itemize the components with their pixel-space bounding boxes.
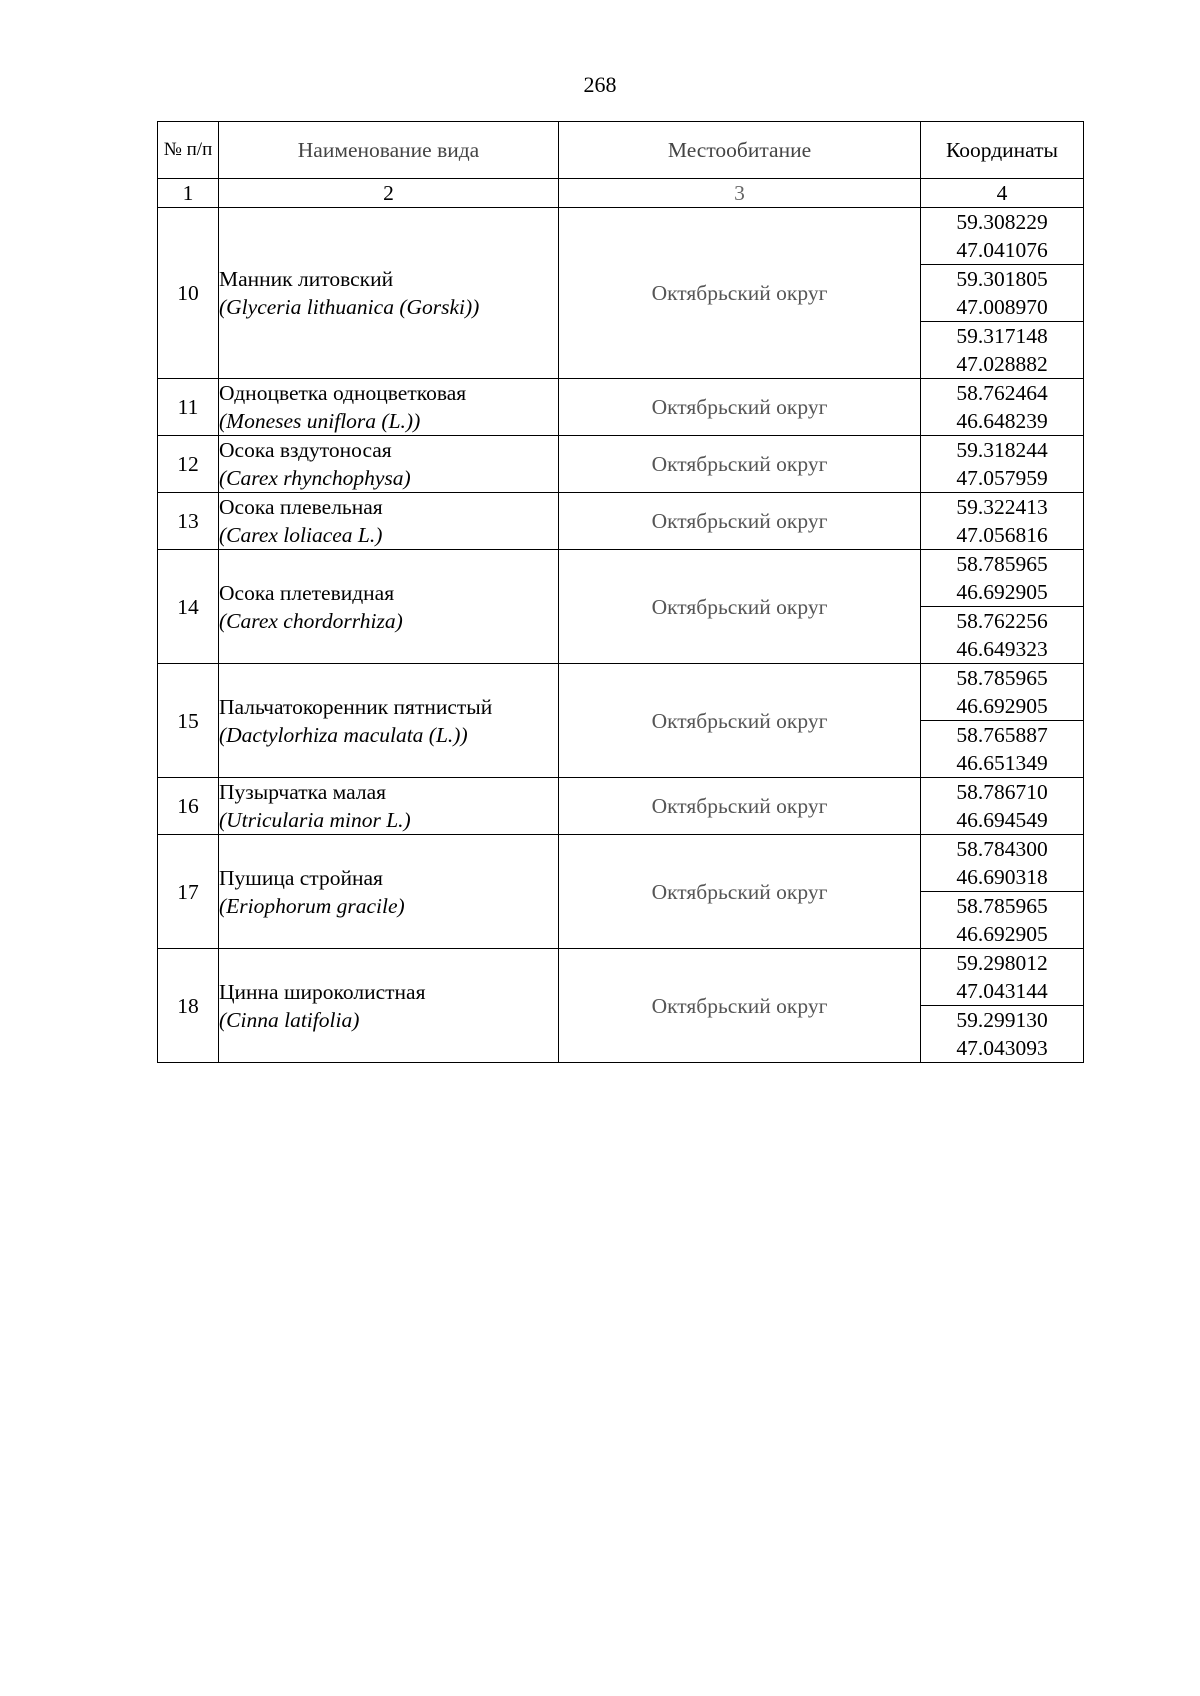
habitat-cell: Октябрьский округ — [559, 664, 921, 778]
habitat-cell: Октябрьский округ — [559, 949, 921, 1063]
coordinate-pair — [921, 550, 1083, 606]
column-number: 4 — [921, 179, 1084, 208]
latitude-value: 58.785965 — [956, 552, 1048, 576]
table-row — [158, 835, 1084, 949]
row-number: 18 — [158, 949, 219, 1063]
species-name-cell — [219, 436, 559, 493]
coordinate-pair — [921, 891, 1083, 948]
species-name-latin: (Dactylorhiza maculata (L.)) — [219, 722, 468, 747]
species-name-russian: Пальчатокоренник пятнистый — [219, 694, 493, 719]
coordinate-pair — [921, 264, 1083, 321]
column-number: 3 — [559, 179, 921, 208]
table-row — [158, 436, 1084, 493]
species-name-latin: (Utricularia minor L.) — [219, 808, 411, 832]
species-name-russian: Пушица стройная — [219, 865, 383, 890]
latitude-value: 58.762256 — [956, 609, 1048, 633]
habitat-cell: Октябрьский округ — [559, 778, 921, 835]
table-body — [158, 208, 1084, 1063]
latitude-value: 59.318244 — [956, 438, 1048, 462]
row-number: 14 — [158, 550, 219, 664]
coordinate-pair — [921, 493, 1083, 549]
habitat-cell: Октябрьский округ — [559, 436, 921, 493]
latitude-value: 59.308229 — [956, 210, 1048, 234]
coordinate-pair — [921, 949, 1083, 1005]
latitude-value: 58.786710 — [956, 780, 1048, 804]
coordinate-pair — [921, 606, 1083, 663]
header-species-name: Наименование вида — [219, 122, 559, 179]
longitude-value: 46.648239 — [956, 409, 1048, 433]
longitude-value: 46.694549 — [956, 808, 1048, 832]
row-number: 12 — [158, 436, 219, 493]
species-name-cell — [219, 664, 559, 778]
row-number: 13 — [158, 493, 219, 550]
species-name-russian: Манник литовский — [219, 267, 394, 291]
longitude-value: 46.692905 — [956, 580, 1048, 604]
longitude-value: 46.649323 — [956, 637, 1048, 661]
table-row — [158, 493, 1084, 550]
species-name-latin: (Carex loliacea L.) — [219, 523, 383, 547]
species-name-russian: Пузырчатка малая — [219, 780, 387, 804]
latitude-value: 59.317148 — [956, 324, 1048, 348]
species-name-latin: (Carex rhynchophysa) — [219, 466, 411, 490]
coordinates-cell — [921, 208, 1084, 379]
habitat-cell: Октябрьский округ — [559, 550, 921, 664]
row-number: 10 — [158, 208, 219, 379]
coordinate-pair — [921, 379, 1083, 435]
species-name-cell — [219, 493, 559, 550]
longitude-value: 47.043144 — [956, 979, 1048, 1003]
species-name-cell — [219, 550, 559, 664]
table-row — [158, 379, 1084, 436]
species-name-russian: Осока плетевидная — [219, 580, 395, 605]
coordinate-pair — [921, 436, 1083, 492]
species-table — [157, 121, 1084, 1063]
latitude-value: 59.298012 — [956, 951, 1048, 975]
column-number-row — [158, 179, 1084, 208]
species-name-latin: (Carex chordorrhiza) — [219, 608, 403, 633]
species-name-latin: (Moneses uniflora (L.)) — [219, 409, 421, 433]
longitude-value: 47.028882 — [956, 352, 1048, 376]
table-header-row — [158, 122, 1084, 179]
coordinates-cell — [921, 379, 1084, 436]
longitude-value: 46.692905 — [956, 922, 1048, 946]
header-number: № п/п — [158, 122, 219, 179]
row-number: 15 — [158, 664, 219, 778]
coordinates-cell — [921, 493, 1084, 550]
coordinates-cell — [921, 778, 1084, 835]
table-row — [158, 550, 1084, 664]
species-name-latin: (Glyceria lithuanica (Gorski)) — [219, 295, 480, 319]
species-name-russian: Осока вздутоносая — [219, 438, 392, 462]
header-habitat: Местообитание — [559, 122, 921, 179]
column-number: 2 — [219, 179, 559, 208]
latitude-value: 58.785965 — [956, 894, 1048, 918]
habitat-cell: Октябрьский округ — [559, 493, 921, 550]
longitude-value: 47.056816 — [956, 523, 1048, 547]
habitat-cell: Октябрьский округ — [559, 208, 921, 379]
species-name-russian: Одноцветка одноцветковая — [219, 381, 467, 405]
longitude-value: 46.690318 — [956, 865, 1048, 889]
coordinate-pair — [921, 835, 1083, 891]
row-number: 16 — [158, 778, 219, 835]
coordinate-pair — [921, 778, 1083, 834]
coordinate-pair — [921, 321, 1083, 378]
coordinates-cell — [921, 436, 1084, 493]
species-name-cell — [219, 778, 559, 835]
species-name-cell — [219, 835, 559, 949]
habitat-cell: Октябрьский округ — [559, 379, 921, 436]
species-name-russian: Цинна широколистная — [219, 979, 426, 1004]
latitude-value: 59.301805 — [956, 267, 1048, 291]
header-coordinates: Координаты — [921, 122, 1084, 179]
species-name-russian: Осока плевельная — [219, 495, 383, 519]
longitude-value: 47.057959 — [956, 466, 1048, 490]
species-name-cell — [219, 379, 559, 436]
habitat-cell: Октябрьский округ — [559, 835, 921, 949]
table-row — [158, 664, 1084, 778]
latitude-value: 59.299130 — [956, 1008, 1048, 1032]
column-number: 1 — [158, 179, 219, 208]
table-row — [158, 778, 1084, 835]
coordinates-cell — [921, 949, 1084, 1063]
longitude-value: 47.008970 — [956, 295, 1048, 319]
species-name-cell — [219, 949, 559, 1063]
coordinates-cell — [921, 550, 1084, 664]
row-number: 17 — [158, 835, 219, 949]
latitude-value: 59.322413 — [956, 495, 1048, 519]
species-name-latin: (Cinna latifolia) — [219, 1007, 360, 1032]
table-row — [158, 208, 1084, 379]
longitude-value: 46.651349 — [956, 751, 1048, 775]
species-name-cell — [219, 208, 559, 379]
page-number: 268 — [583, 72, 617, 97]
species-name-latin: (Eriophorum gracile) — [219, 893, 405, 918]
longitude-value: 47.041076 — [956, 238, 1048, 262]
table-row — [158, 949, 1084, 1063]
coordinate-pair — [921, 664, 1083, 720]
coordinate-pair — [921, 1005, 1083, 1062]
coordinate-pair — [921, 208, 1083, 264]
latitude-value: 58.785965 — [956, 666, 1048, 690]
row-number: 11 — [158, 379, 219, 436]
latitude-value: 58.765887 — [956, 723, 1048, 747]
latitude-value: 58.784300 — [956, 837, 1048, 861]
latitude-value: 58.762464 — [956, 381, 1048, 405]
longitude-value: 46.692905 — [956, 694, 1048, 718]
coordinates-cell — [921, 664, 1084, 778]
coordinate-pair — [921, 720, 1083, 777]
longitude-value: 47.043093 — [956, 1036, 1048, 1060]
coordinates-cell — [921, 835, 1084, 949]
